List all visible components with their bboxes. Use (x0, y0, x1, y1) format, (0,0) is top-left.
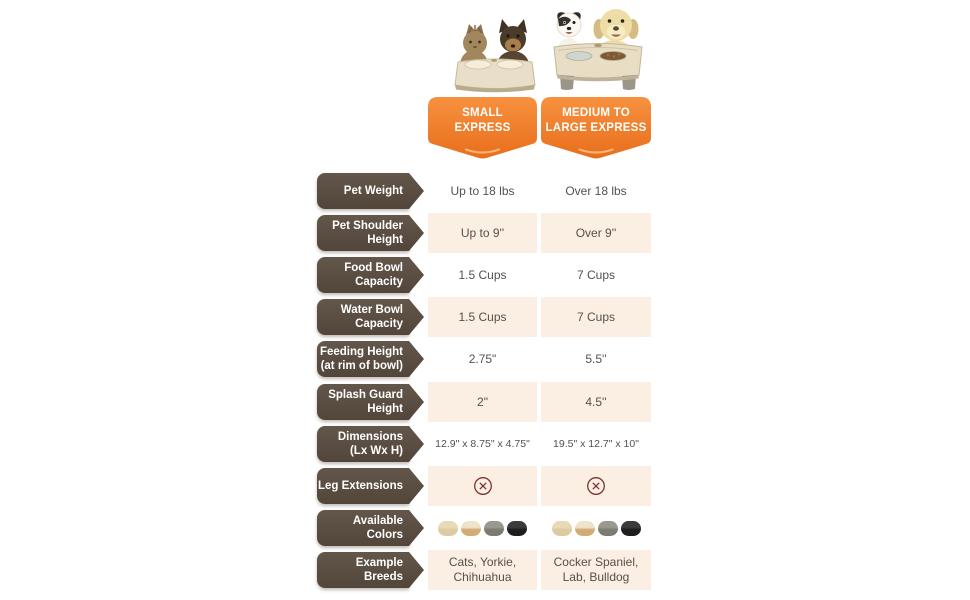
row-label-pet-shoulder-height (317, 215, 409, 251)
row-label-text: (at rim of bowl) (320, 360, 403, 372)
row-label-text: Pet Weight (343, 185, 403, 197)
table-row (0, 296, 970, 338)
table-row (0, 465, 970, 507)
cell-medium-large-express (541, 213, 651, 253)
cell-small-express (428, 550, 537, 590)
color-swatch-almond (552, 521, 572, 536)
cell-value: 5.5'' (585, 351, 607, 366)
color-swatch-group (438, 521, 527, 536)
cell-value: 1.5 Cups (458, 309, 507, 324)
color-swatch-black (621, 521, 641, 536)
cell-medium-large-express (541, 424, 651, 464)
cell-medium-large-express (541, 466, 651, 506)
row-label-available-colors (317, 510, 409, 546)
product-title-line: SMALL (462, 106, 503, 119)
row-label-text: Example Breeds (355, 557, 403, 583)
color-swatch-black (507, 521, 527, 536)
color-swatch-gray (484, 521, 504, 536)
cell-small-express (428, 339, 537, 379)
cell-small-express (428, 508, 537, 548)
cell-medium-large-express (541, 382, 651, 422)
cell-small-express (428, 297, 537, 337)
row-label-text: Food Bowl (344, 262, 403, 274)
table-row (0, 549, 970, 591)
product-image-small-express (451, 13, 539, 93)
row-label-text: Feeding Height (319, 346, 403, 358)
product-title (541, 97, 651, 144)
cell-value: Over 9'' (575, 225, 617, 240)
cell-medium-large-express (541, 508, 651, 548)
table-row (0, 212, 970, 254)
product-title-line: LARGE EXPRESS (545, 121, 647, 134)
cell-value: Up to 9'' (460, 225, 505, 240)
row-label-text: Leg Extensions (318, 480, 403, 492)
product-title-line: EXPRESS (454, 121, 511, 134)
banner-medium-large-express (541, 97, 651, 160)
row-label-text: Capacity (355, 318, 403, 330)
table-row (0, 507, 970, 549)
cell-medium-large-express (541, 550, 651, 590)
cell-value: 19.5" x 12.7" x 10" (553, 437, 639, 450)
color-swatch-tan (575, 521, 595, 536)
cell-value: Up to 18 lbs (450, 183, 515, 198)
row-label-text: Pet Shoulder (332, 220, 403, 232)
cell-small-express (428, 424, 537, 464)
cell-value: 1.5 Cups (458, 267, 507, 282)
table-row (0, 381, 970, 423)
cell-medium-large-express (541, 255, 651, 295)
not-available-icon (473, 476, 493, 496)
cell-value: 2" (477, 394, 488, 409)
cell-value: 2.75" (468, 351, 497, 366)
cell-medium-large-express (541, 339, 651, 379)
cell-small-express (428, 466, 537, 506)
row-label-text: Water Bowl (340, 304, 403, 316)
row-label-splash-guard-height (317, 384, 409, 420)
cell-value: Cats, Yorkie, Chihuahua (448, 555, 517, 584)
cell-small-express (428, 213, 537, 253)
cell-value: Over 18 lbs (565, 183, 627, 198)
cell-value: 4.5'' (585, 394, 607, 409)
table-row (0, 254, 970, 296)
cell-value: 7 Cups (576, 309, 616, 324)
not-available-icon (586, 476, 606, 496)
row-label-leg-extensions (317, 468, 409, 504)
banner-small-express (428, 97, 537, 160)
color-swatch-tan (461, 521, 481, 536)
cell-medium-large-express (541, 297, 651, 337)
row-label-food-bowl-capacity (317, 257, 409, 293)
row-label-water-bowl-capacity (317, 299, 409, 335)
row-label-text: Height (367, 234, 403, 246)
cell-value: 12.9" x 8.75" x 4.75" (435, 437, 530, 450)
row-label-text: Splash Guard (328, 389, 403, 401)
color-swatch-almond (438, 521, 458, 536)
row-label-text: Available Colors (352, 515, 403, 541)
row-label-pet-weight (317, 173, 409, 209)
product-title (428, 97, 537, 144)
product-title-line: MEDIUM TO (562, 106, 630, 119)
table-row (0, 338, 970, 380)
row-label-text: Capacity (355, 276, 403, 288)
table-row (0, 423, 970, 465)
cell-medium-large-express (541, 171, 651, 211)
row-label-text: Dimensions (337, 431, 403, 443)
row-label-example-breeds (317, 552, 409, 588)
row-label-text: (Lx Wx H) (349, 445, 403, 457)
row-label-feeding-height (317, 341, 409, 377)
cell-value: 7 Cups (576, 267, 616, 282)
row-label-dimensions (317, 426, 409, 462)
color-swatch-gray (598, 521, 618, 536)
product-image-medium-large-express (546, 3, 650, 93)
color-swatch-group (552, 521, 641, 536)
cell-small-express (428, 171, 537, 211)
cell-small-express (428, 382, 537, 422)
table-row (0, 170, 970, 212)
cell-value: Cocker Spaniel, Lab, Bulldog (553, 555, 639, 584)
cell-small-express (428, 255, 537, 295)
row-label-text: Height (367, 403, 403, 415)
